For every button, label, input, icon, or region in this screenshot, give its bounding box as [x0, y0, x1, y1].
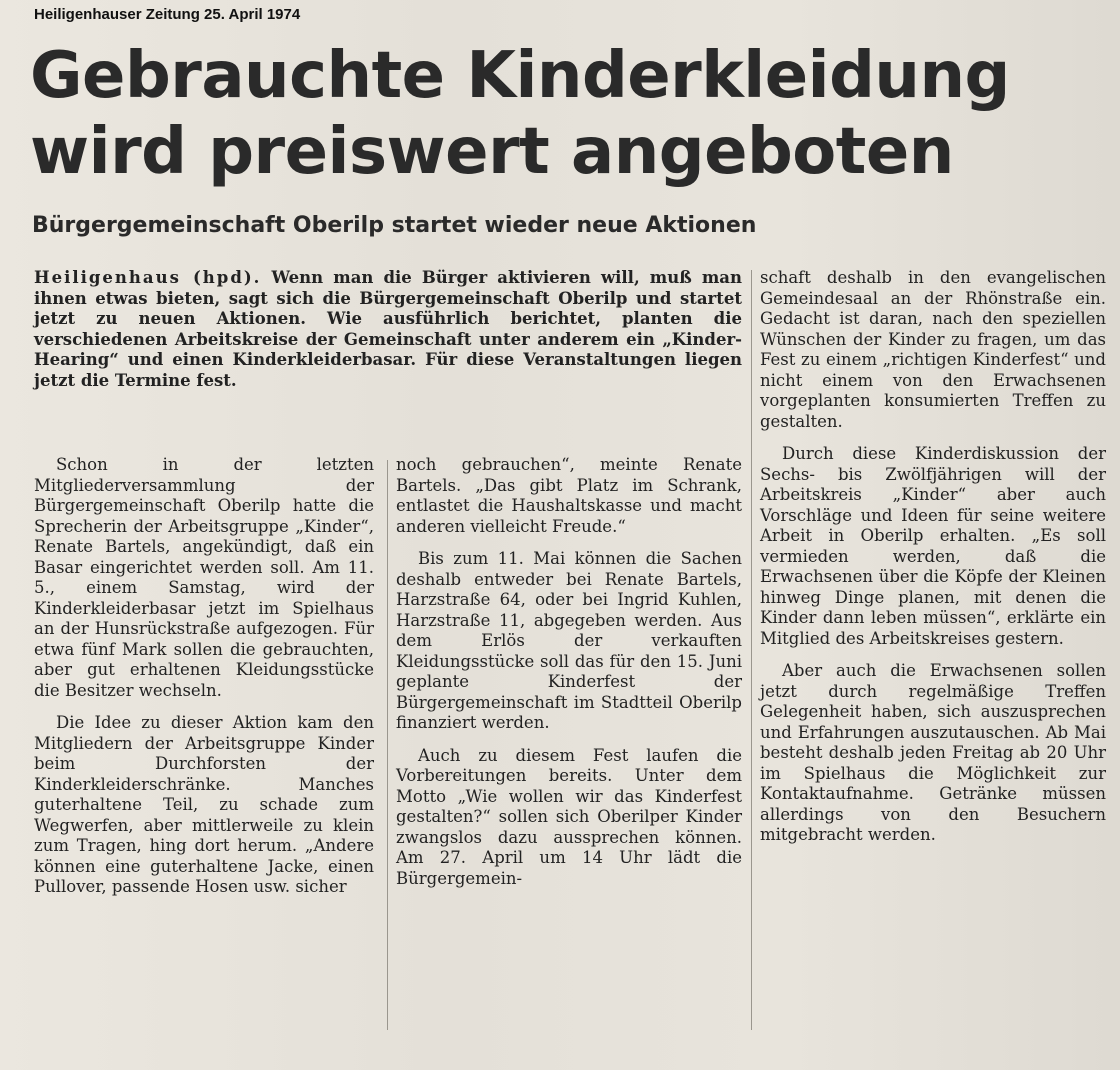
lead-text: Wenn man die Bürger aktivieren will, muß man ihnen etwas bieten, sagt sich die Bürgergemeinschaft Oberilp und startet jetzt zu neuen Aktionen. Wie ausführlich berichtet, planten die verschiedenen Arbeitskreise der Gemeinschaft unter anderem ein „Kinder-Hearing“ und einen Kinderkleiderbasar. Für diese Veranstaltungen liegen jetzt die Termine fest.	[34, 268, 742, 390]
headline-line-1: Gebrauchte Kinderkleidung	[30, 39, 1010, 113]
paragraph: schaft deshalb in den evangelischen Gemeindesaal an der Rhönstraße ein. Gedacht ist daran, nach den speziellen Wünschen der Kinder zu fragen, um das Fest zu einem „richtigen Kinderfest“ und nicht einem von den Erwachsenen vorgeplanten konsumierten Treffen zu gestalten.	[760, 268, 1106, 431]
paragraph: noch gebrauchen“, meinte Renate Bartels. „Das gibt Platz im Schrank, entlastet die Haushaltskasse und macht anderen vielleicht Freude.“	[396, 455, 742, 536]
headline	[30, 38, 1090, 190]
paragraph: Aber auch die Erwachsenen sollen jetzt durch regelmäßige Treffen Gelegenheit haben, sich auszusprechen und Erfahrungen auszutauschen. Ab Mai besteht deshalb jeden Freitag ab 20 Uhr im Spielhaus die Möglichkeit zur Kontaktaufnahme. Getränke müssen allerdings von den Besuchern mitgebracht werden.	[760, 661, 1106, 844]
dateline: Heiligenhaus (hpd).	[34, 268, 262, 287]
subheadline: Bürgergemeinschaft Oberilp startet wieder neue Aktionen	[32, 213, 757, 238]
headline-line-2: wird preiswert angeboten	[30, 115, 954, 189]
paragraph: Durch diese Kinderdiskussion der Sechs- bis Zwölfjährigen will der Arbeitskreis „Kinder“ aber auch Vorschläge und Ideen für seine weitere Arbeit in Oberilp erhalten. „Es soll vermieden werden, daß die Erwachsenen über die Köpfe der Kleinen hinweg Dinge planen, mit denen die Kinder dann leben müssen“, erklärte ein Mitglied des Arbeitskreises gestern.	[760, 444, 1106, 648]
paragraph: Auch zu diesem Fest laufen die Vorbereitungen bereits. Unter dem Motto „Wie wollen wir das Kinderfest gestalten?“ sollen sich Oberilper Kinder zwangslos dazu aussprechen können. Am 27. April um 14 Uhr lädt die Bürgergemein-	[396, 745, 742, 888]
article-column-3	[760, 268, 1106, 846]
article-column-1	[34, 455, 374, 898]
column-divider	[751, 270, 752, 1030]
column-divider	[387, 460, 388, 1030]
article-column-2	[396, 455, 742, 889]
paragraph: Die Idee zu dieser Aktion kam den Mitgliedern der Arbeitsgruppe Kinder beim Durchforsten der Kinderkleiderschränke. Manches guterhaltene Teil, zu schade zum Wegwerfen, aber mittlerweile zu klein zum Tragen, hing dort herum. „Andere können eine guterhaltene Jacke, einen Pullover, passende Hosen usw. sicher	[34, 713, 374, 896]
lead-paragraph	[34, 268, 742, 391]
paragraph: Schon in der letzten Mitgliederversammlung der Bürgergemeinschaft Oberilp hatte die Sprecherin der Arbeitsgruppe „Kinder“, Renate Bartels, angekündigt, daß ein Basar eingerichtet werden soll. Am 11. 5., einem Samstag, wird der Kinderkleiderbasar jetzt im Spielhaus an der Hunsrückstraße aufgezogen. Für etwa fünf Mark sollen die gebrauchten, aber gut erhaltenen Kleidungsstücke die Besitzer wechseln.	[34, 455, 374, 700]
paragraph: Bis zum 11. Mai können die Sachen deshalb entweder bei Renate Bartels, Harzstraße 64, oder bei Ingrid Kuhlen, Harzstraße 11, abgegeben werden. Aus dem Erlös der verkauften Kleidungsstücke soll das für den 15. Juni geplante Kinderfest der Bürgergemeinschaft im Stadtteil Oberilp finanziert werden.	[396, 549, 742, 732]
source-caption: Heiligenhauser Zeitung 25. April 1974	[34, 6, 301, 23]
